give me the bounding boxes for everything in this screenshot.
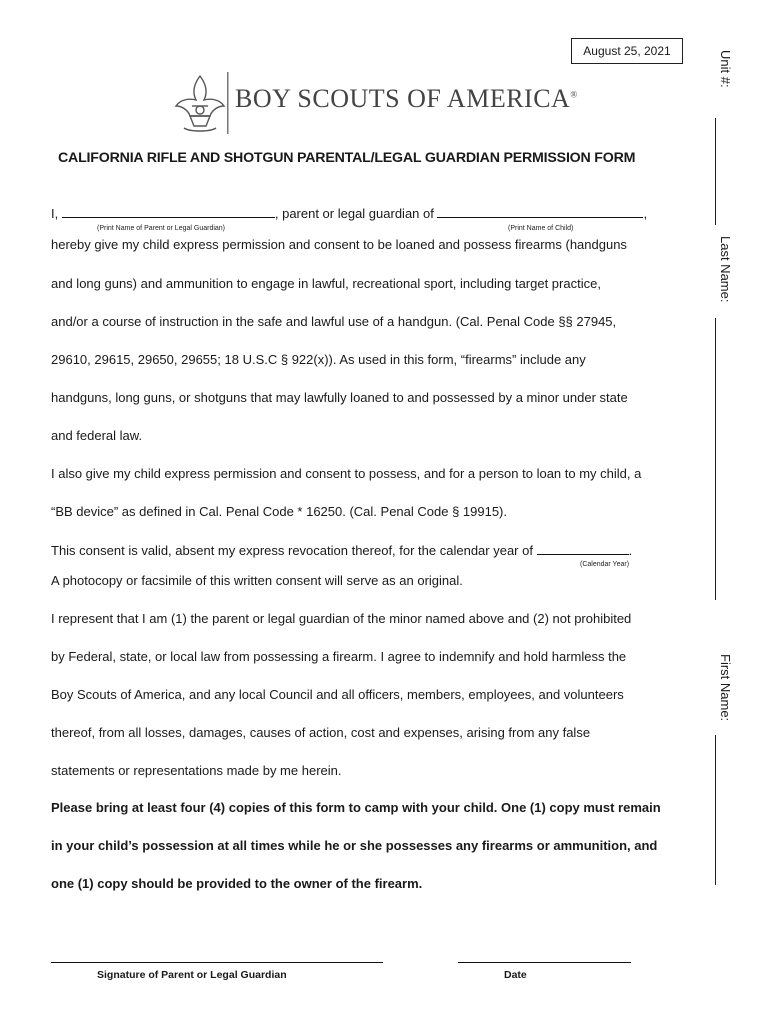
paragraph3-line: I represent that I am (1) the parent or legal guardian of the minor named above and (2) not prohibited <box>51 611 632 626</box>
paragraph3-line: statements or representations made by me herein. <box>51 763 342 778</box>
date-field[interactable]: August 25, 2021 <box>571 38 683 64</box>
paragraph3-line: thereof, from all losses, damages, causes of action, cost and expenses, arising from any false <box>51 725 591 740</box>
signature-date-field[interactable] <box>458 962 631 963</box>
signature-label: Signature of Parent or Legal Guardian <box>97 969 287 981</box>
intro-prefix: I, <box>51 206 59 221</box>
calendar-year-field[interactable] <box>537 542 629 555</box>
paragraph1-line: hereby give my child express permission and consent to be loaned and possess firearms (handguns <box>51 237 627 252</box>
child-name-field[interactable] <box>437 205 643 218</box>
intro-middle: , parent or legal guardian of <box>274 206 434 221</box>
signature-date-label: Date <box>504 969 527 981</box>
instructions-line: one (1) copy should be provided to the owner of the firearm. <box>51 876 423 891</box>
first-name-field[interactable] <box>715 735 716 885</box>
parent-name-field[interactable] <box>62 205 275 218</box>
paragraph2-line: “BB device” as defined in Cal. Penal Code * 16250. (Cal. Penal Code § 19915). <box>51 504 508 519</box>
instructions-line: Please bring at least four (4) copies of this form to camp with your child. One (1) copy must remain <box>51 800 661 815</box>
calendar-year-caption: (Calendar Year) <box>580 561 630 568</box>
paragraph1-line: and federal law. <box>51 428 143 443</box>
intro-line <box>51 205 647 222</box>
unit-number-field[interactable] <box>715 118 716 225</box>
paragraph1-line: 29610, 29615, 29650, 29655; 18 U.S.C § 922(x)). As used in this form, “firearms” include any <box>51 352 586 367</box>
consent-period: . <box>628 543 633 558</box>
instructions-line: in your child’s possession at all times while he or she possesses any firearms or ammunition, and <box>51 838 658 853</box>
consent-line <box>51 542 632 559</box>
child-name-caption: (Print Name of Child) <box>508 225 574 232</box>
form-title: CALIFORNIA RIFLE AND SHOTGUN PARENTAL/LEGAL GUARDIAN PERMISSION FORM <box>58 150 636 166</box>
paragraph1-line: handguns, long guns, or shotguns that may lawfully loaned to and possessed by a minor under state <box>51 390 628 405</box>
last-name-label: Last Name: <box>718 236 733 303</box>
unit-number-label: Unit #: <box>718 50 733 88</box>
paragraph3-line: Boy Scouts of America, and any local Council and all officers, members, employees, and volunteers <box>51 687 624 702</box>
paragraph1-line: and long guns) and ammunition to engage in lawful, recreational sport, including target practice, <box>51 276 601 291</box>
bsa-wordmark: BOY SCOUTS OF AMERICA® <box>235 84 578 113</box>
last-name-field[interactable] <box>715 318 716 600</box>
first-name-label: First Name: <box>718 654 733 722</box>
parent-name-caption: (Print Name of Parent or Legal Guardian) <box>97 225 226 232</box>
intro-suffix: , <box>643 206 648 221</box>
paragraph1-line: and/or a course of instruction in the safe and lawful use of a handgun. (Cal. Penal Code §§ 27945, <box>51 314 617 329</box>
consent-text: This consent is valid, absent my express revocation thereof, for the calendar year of <box>51 543 533 558</box>
paragraph2-line: I also give my child express permission and consent to possess, and for a person to loan to my child, a <box>51 466 642 481</box>
paragraph3-line: by Federal, state, or local law from possessing a firearm. I agree to indemnify and hold harmless the <box>51 649 627 664</box>
photocopy-line: A photocopy or facsimile of this written consent will serve as an original. <box>51 573 463 588</box>
signature-field[interactable] <box>51 962 383 963</box>
